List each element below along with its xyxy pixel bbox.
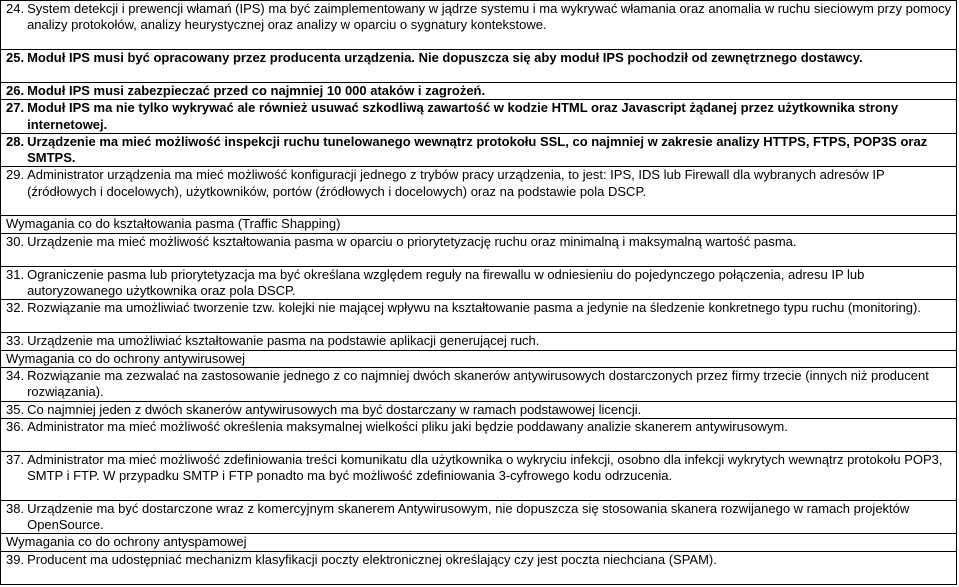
item-text: Administrator urządzenia ma mieć możliwość konfiguracji jednego z trybów pracy urządzenia, to jest: IPS, IDS lub Firewall dla wybranych adresów IP (źródłowych i docelowych), użytkowników, portów (źródłowych i docelowych) oraz na podstawie pola DSCP. <box>27 167 885 199</box>
table-row <box>1 167 957 216</box>
table-row <box>1 401 957 418</box>
table-cell <box>1 100 957 134</box>
section-heading-antivirus: Wymagania co do ochrony antywirusowej <box>6 350 246 366</box>
table-cell <box>1 1 957 50</box>
requirement-39 <box>6 552 952 568</box>
requirement-36 <box>6 419 952 435</box>
table-row <box>1 233 957 266</box>
requirement-30 <box>6 234 952 250</box>
item-number: 31. <box>6 266 25 282</box>
table-row <box>1 216 957 233</box>
requirement-31 <box>6 267 952 300</box>
table-cell <box>1 300 957 333</box>
table-cell <box>1 451 957 500</box>
requirement-24 <box>6 1 952 34</box>
table-row <box>1 367 957 401</box>
item-text: Rozwiązanie ma zezwalać na zastosowanie jednego z co najmniej dwóch skanerów antywirusowych dostarczonych przez firmy trzecie (innych niż producent rozwiązania). <box>27 367 929 400</box>
table-row <box>1 451 957 500</box>
table-cell <box>1 83 957 100</box>
table-cell <box>1 266 957 300</box>
table-cell <box>1 233 957 266</box>
item-text: Producent ma udostępniać mechanizm klasyfikacji poczty elektronicznej określający czy jest poczta niechciana (SPAM). <box>27 551 717 567</box>
table-cell <box>1 500 957 534</box>
requirement-29 <box>6 167 952 200</box>
table-row <box>1 266 957 300</box>
item-number: 35. <box>6 401 25 417</box>
item-number: 26. <box>6 83 25 98</box>
item-text: Urządzenie ma mieć możliwość inspekcji ruchu tunelowanego wewnątrz protokołu SSL, co najmniej w zakresie analizy HTTPS, FTPS, POP3S oraz SMTPS. <box>27 133 928 166</box>
table-row <box>1 1 957 50</box>
section-heading-antispam: Wymagania co do ochrony antyspamowej <box>6 534 247 550</box>
item-number: 24. <box>6 1 25 16</box>
requirement-28 <box>6 134 952 167</box>
table-cell <box>1 133 957 167</box>
item-number: 37. <box>6 451 25 467</box>
item-text: Urządzenie ma mieć możliwość kształtowania pasma w oparciu o priorytetyzację ruchu oraz minimalną i maksymalną wartość pasma. <box>27 233 797 249</box>
requirement-32 <box>6 300 952 316</box>
item-number: 28. <box>6 133 25 149</box>
requirement-38 <box>6 501 952 534</box>
item-number: 27. <box>6 100 25 116</box>
table-cell <box>1 50 957 83</box>
table-row <box>1 551 957 584</box>
table-cell <box>1 551 957 584</box>
table-row <box>1 83 957 100</box>
item-text: Ograniczenie pasma lub priorytetyzacja ma być określana względem reguły na firewallu w odniesieniu do pojedynczego połączenia, adresu IP lub autoryzowanego użytkownika oraz pola DSCP. <box>27 266 865 299</box>
table-row <box>1 350 957 367</box>
requirement-37 <box>6 452 952 485</box>
item-number: 38. <box>6 500 25 516</box>
item-number: 29. <box>6 167 25 183</box>
table-cell <box>1 401 957 418</box>
table-row <box>1 333 957 350</box>
item-text: Urządzenie ma umożliwiać kształtowanie pasma na podstawie aplikacji generującej ruch. <box>27 333 540 349</box>
item-number: 39. <box>6 551 25 567</box>
table-row <box>1 534 957 551</box>
item-number: 25. <box>6 50 25 65</box>
table-cell <box>1 333 957 350</box>
requirement-25 <box>6 50 952 66</box>
item-number: 30. <box>6 233 25 249</box>
requirement-33 <box>6 333 952 349</box>
table-row <box>1 500 957 534</box>
item-text: Moduł IPS musi być opracowany przez producenta urządzenia. Nie dopuszcza się aby moduł IPS pochodził od zewnętrznego dostawcy. <box>27 50 863 65</box>
section-heading-cell <box>1 534 957 551</box>
table-cell <box>1 418 957 451</box>
item-text: Rozwiązanie ma umożliwiać tworzenie tzw. kolejki nie mającej wpływu na kształtowanie pasma a jedynie na śledzenie konkretnego typu ruchu (monitoring). <box>27 300 921 316</box>
requirement-34 <box>6 368 952 401</box>
item-text: System detekcji i prewencji włamań (IPS) ma być zaimplementowany w jądrze systemu i ma wykrywać włamania oraz anomalia w ruchu sieciowym przy pomocy analizy protokołów, analizy heurystycznej oraz analizy w oparciu o sygnatury kontekstowe. <box>27 1 952 33</box>
item-text: Urządzenie ma być dostarczone wraz z komercyjnym skanerem Antywirusowym, nie dopuszcza się stosowania skanera rozwijanego w ramach projektów OpenSource. <box>27 500 910 533</box>
item-text: Administrator ma mieć możliwość zdefiniowania treści komunikatu dla użytkownika o wykryciu infekcji, osobno dla infekcji wykrytych wewnątrz protokołu POP3, SMTP i FTP. W przypadku SMTP i FTP ponadto ma być możliwość zdefiniowania 3-cyfrowego kodu odrzucenia. <box>27 451 943 484</box>
requirement-26 <box>6 83 952 99</box>
item-number: 33. <box>6 333 25 349</box>
requirement-35 <box>6 402 952 418</box>
item-text: Moduł IPS musi zabezpieczać przed co najmniej 10 000 ataków i zagrożeń. <box>27 83 486 98</box>
item-number: 36. <box>6 418 25 434</box>
item-number: 34. <box>6 367 25 383</box>
section-heading-traffic-shaping: Wymagania co do kształtowania pasma (Traffic Shapping) <box>6 216 341 232</box>
table-cell <box>1 167 957 216</box>
requirement-27 <box>6 100 952 133</box>
table-cell <box>1 367 957 401</box>
table-row <box>1 300 957 333</box>
section-heading-cell <box>1 216 957 233</box>
section-heading-cell <box>1 350 957 367</box>
table-row <box>1 50 957 83</box>
table-row <box>1 100 957 134</box>
item-text: Co najmniej jeden z dwóch skanerów antywirusowych ma być dostarczany w ramach podstawowej licencji. <box>27 401 642 417</box>
item-text: Moduł IPS ma nie tylko wykrywać ale również usuwać szkodliwą zawartość w kodzie HTML oraz Javascript żądanej przez użytkownika strony internetowej. <box>27 100 899 132</box>
table-row <box>1 133 957 167</box>
table-row <box>1 418 957 451</box>
item-text: Administrator ma mieć możliwość określenia maksymalnej wielkości pliku jaki będzie poddawany analizie skanerem antywirusowym. <box>27 418 788 434</box>
item-number: 32. <box>6 300 25 316</box>
